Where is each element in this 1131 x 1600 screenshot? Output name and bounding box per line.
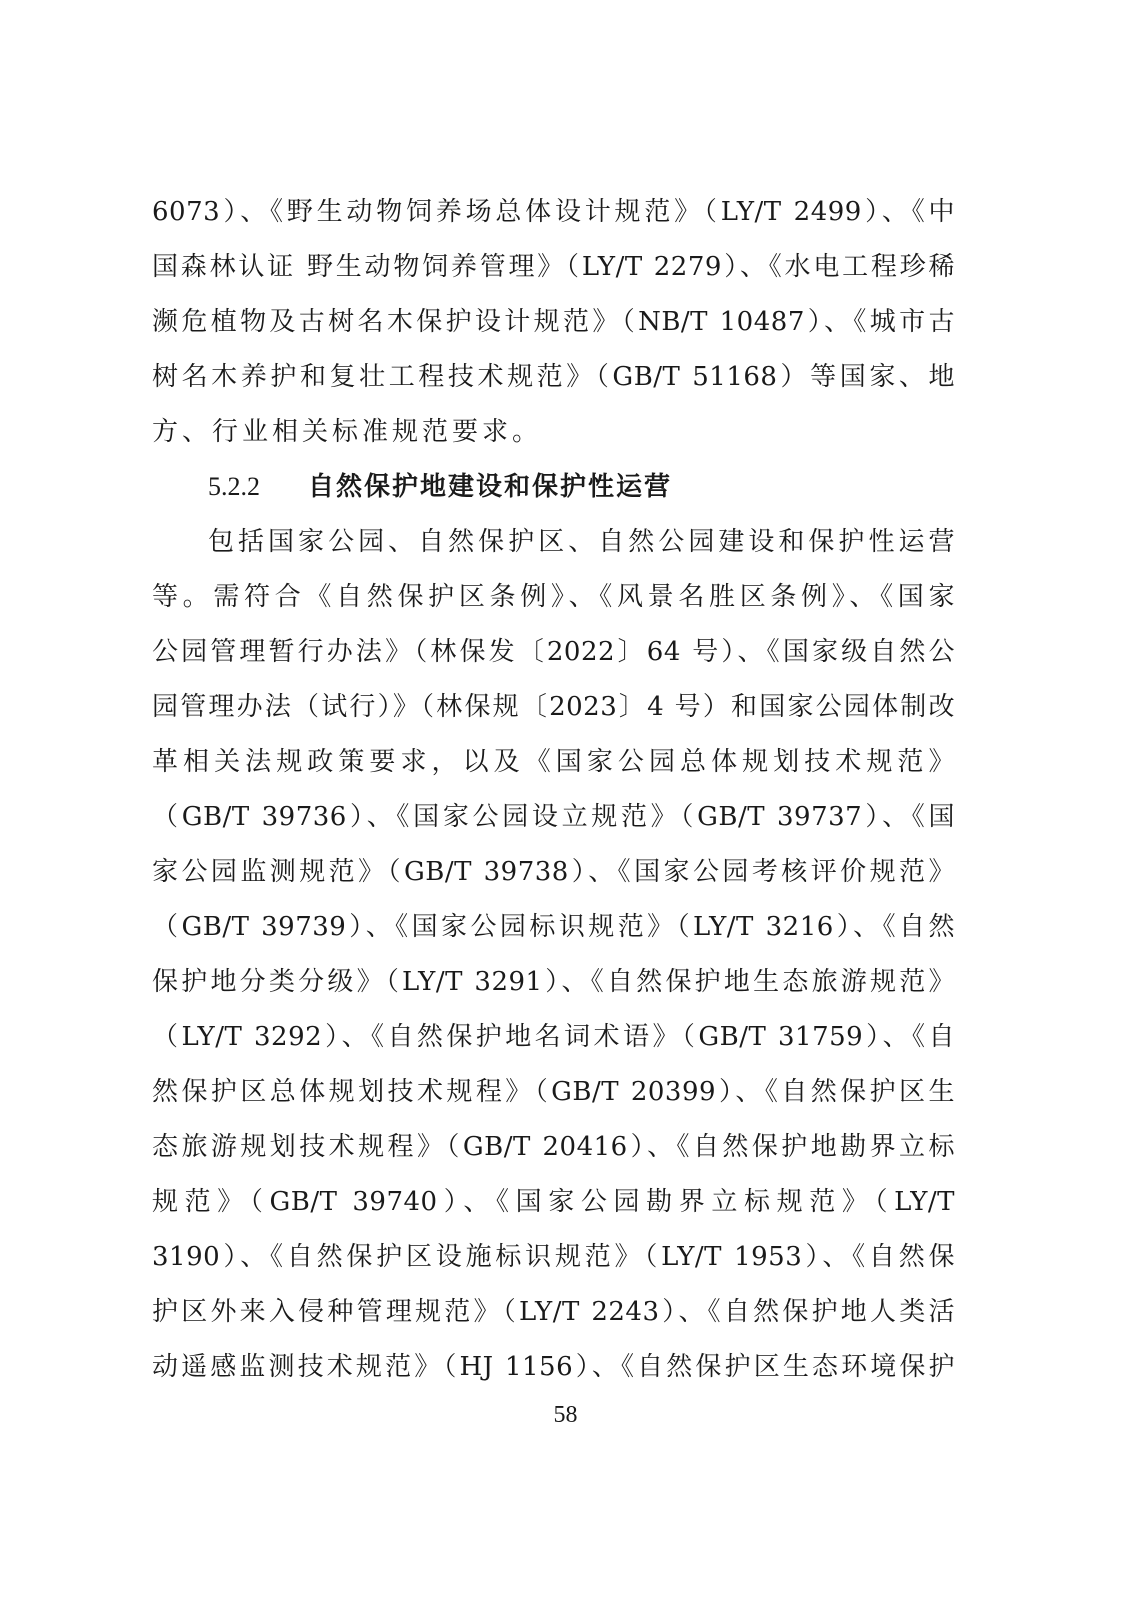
paragraph-line: 树名木养护和复壮工程技术规范》（GB/T 51168）等国家、地	[152, 362, 955, 392]
paragraph-line: 保护地分类分级》（LY/T 3291）、《自然保护地生态旅游规范》	[152, 967, 955, 997]
page-number: 58	[553, 1402, 578, 1428]
paragraph-line: （GB/T 39739）、《国家公园标识规范》（LY/T 3216）、《自然	[152, 912, 955, 942]
paragraph-line: 濒危植物及古树名木保护设计规范》（NB/T 10487）、《城市古	[152, 307, 955, 337]
paragraph-line: 包括国家公园、自然保护区、自然公园建设和保护性运营	[208, 527, 955, 557]
paragraph-line: 态旅游规划技术规程》（GB/T 20416）、《自然保护地勘界立标	[152, 1132, 955, 1162]
paragraph-line: 国森林认证 野生动物饲养管理》（LY/T 2279）、《水电工程珍稀	[152, 252, 955, 282]
paragraph-line: 护区外来入侵种管理规范》（LY/T 2243）、《自然保护地人类活	[152, 1297, 955, 1327]
paragraph-line: 3190）、《自然保护区设施标识规范》（LY/T 1953）、《自然保	[152, 1242, 955, 1272]
section-heading	[208, 467, 672, 507]
paragraph-line: 6073）、《野生动物饲养场总体设计规范》（LY/T 2499）、《中	[152, 197, 955, 227]
paragraph-line: 方、行业相关标准规范要求。	[152, 417, 543, 447]
paragraph-line: 园管理办法（试行）》（林保规〔2023〕4 号）和国家公园体制改	[152, 692, 955, 722]
paragraph-line: 家公园监测规范》（GB/T 39738）、《国家公园考核评价规范》	[152, 857, 955, 887]
section-title: 自然保护地建设和保护性运营	[308, 472, 673, 502]
paragraph-line: 然保护区总体规划技术规程》（GB/T 20399）、《自然保护区生	[152, 1077, 955, 1107]
paragraph-line: 等。需符合《自然保护区条例》、《风景名胜区条例》、《国家	[152, 582, 955, 612]
paragraph-line: 公园管理暂行办法》（林保发〔2022〕64 号）、《国家级自然公	[152, 637, 955, 667]
paragraph-line: 革相关法规政策要求，以及《国家公园总体规划技术规范》	[152, 747, 955, 777]
paragraph-line: （LY/T 3292）、《自然保护地名词术语》（GB/T 31759）、《自	[152, 1022, 955, 1052]
paragraph-line: 规范》（GB/T 39740）、《国家公园勘界立标规范》（LY/T	[152, 1187, 955, 1217]
paragraph-line: （GB/T 39736）、《国家公园设立规范》（GB/T 39737）、《国	[152, 802, 955, 832]
section-number: 5.2.2	[208, 472, 260, 501]
paragraph-line: 动遥感监测技术规范》（HJ 1156）、《自然保护区生态环境保护	[152, 1352, 955, 1382]
